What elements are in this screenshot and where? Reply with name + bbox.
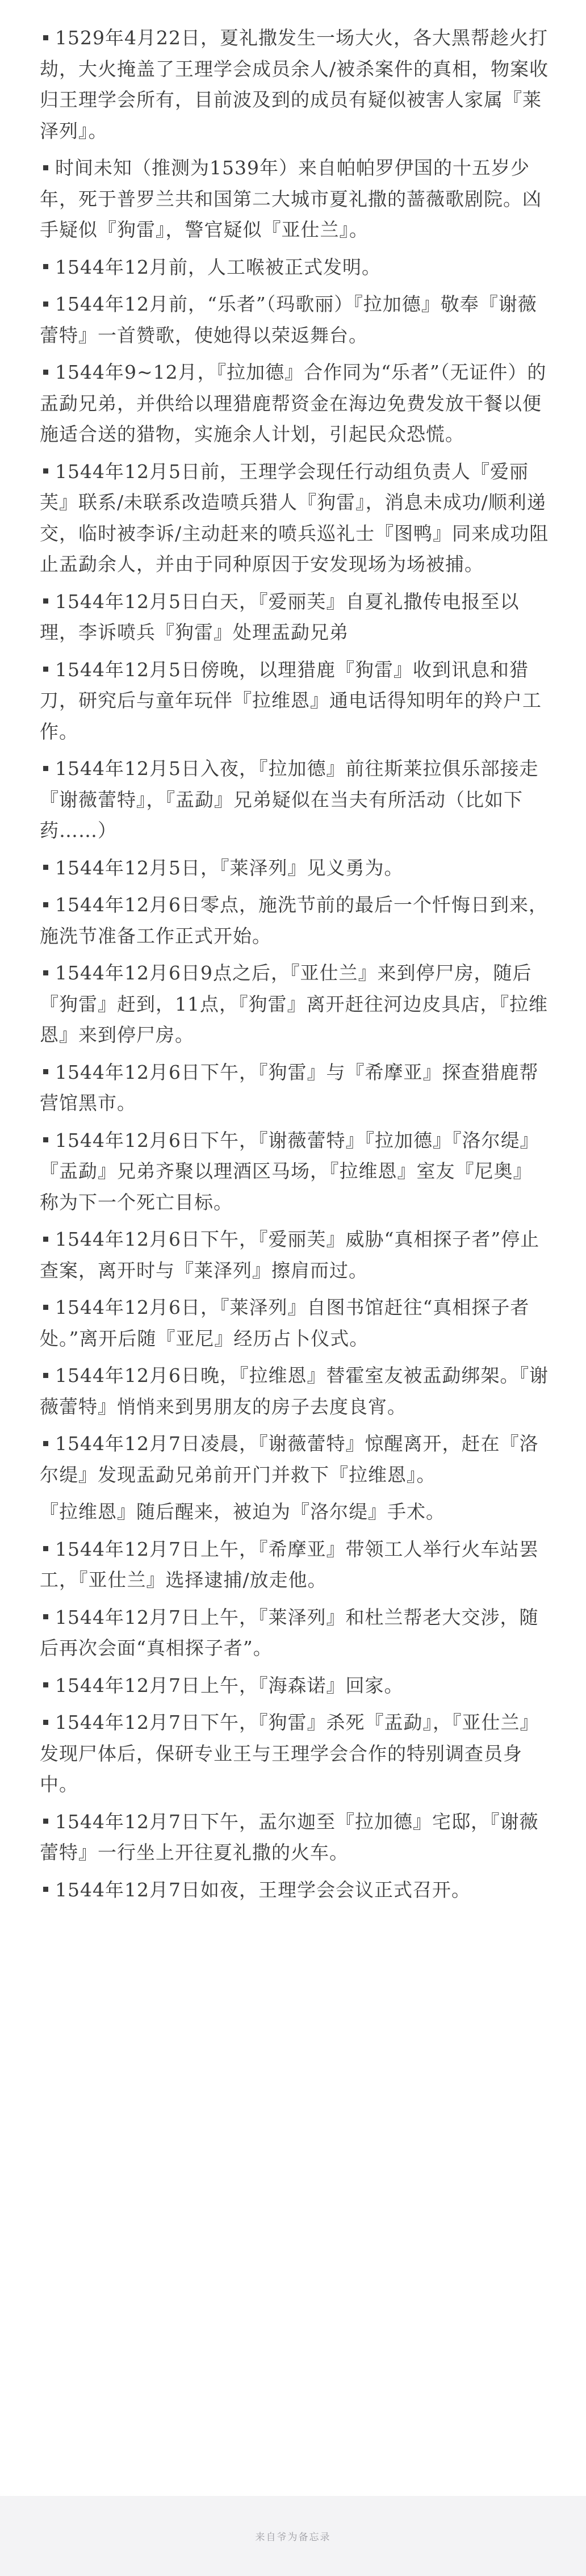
entry-text: 1544年12月7日凌晨，『谢薇蕾特』惊醒离开，赶在『洛尔缇』发现盂勐兄弟前开门并救下『拉维恩』。	[40, 1432, 539, 1486]
entry-text: 1544年12月5日，『莱泽列』见义勇为。	[55, 856, 404, 879]
bullet-icon	[43, 598, 48, 604]
bullet-icon	[43, 1305, 48, 1310]
bullet-icon	[43, 35, 48, 40]
entry-text: 1544年12月7日下午，『狗雷』杀死『盂勐』，『亚仕兰』发现尸体后，保研专业王与王理学会合作的特别调查员身中。	[40, 1711, 539, 1795]
timeline-entry	[40, 456, 551, 580]
timeline-list	[40, 23, 551, 1912]
bullet-icon	[43, 1237, 48, 1242]
timeline-entry	[40, 1670, 551, 1702]
bullet-icon	[43, 1887, 48, 1892]
entry-text: 1544年12月5日入夜，『拉加德』前往斯莱拉俱乐部接走『谢薇蕾特』，『盂勐』兄弟疑似在当夫有所活动（比如下药……）	[40, 757, 539, 841]
bullet-icon	[43, 1373, 48, 1378]
bullet-icon	[43, 301, 48, 307]
footer-bar	[0, 2496, 586, 2576]
timeline-entry	[40, 1360, 551, 1422]
timeline-entry	[40, 853, 551, 884]
timeline-entry	[40, 1292, 551, 1354]
timeline-entry	[40, 1497, 551, 1528]
entry-text: 时间未知（推测为1539年）来自帕帕罗伊国的十五岁少年，死于普罗兰共和国第二大城市夏礼撒的蔷薇歌剧院。凶手疑似『狗雷』，警官疑似『亚仕兰』。	[40, 157, 542, 241]
bullet-icon	[43, 1614, 48, 1619]
timeline-entry	[40, 958, 551, 1051]
bullet-icon	[43, 165, 48, 170]
timeline-entry	[40, 1534, 551, 1596]
timeline-entry	[40, 153, 551, 246]
entry-text: 『拉维恩』随后醒来，被迫为『洛尔缇』手术。	[40, 1501, 445, 1523]
bullet-icon	[43, 1682, 48, 1687]
entry-text: 1544年12月7日上午，『海森诺』回家。	[55, 1674, 404, 1697]
bullet-icon	[43, 970, 48, 975]
entry-text: 1544年12月6日，『莱泽列』自图书馆赶往“真相探子者处。”离开后随『亚尼』经历占卜仪式。	[40, 1296, 530, 1350]
timeline-entry	[40, 1429, 551, 1490]
entry-text: 1544年12月6日下午，『爱丽芙』威胁“真相探子者”停止查案，离开时与『莱泽列』擦肩而过。	[40, 1228, 540, 1281]
timeline-entry	[40, 1125, 551, 1218]
timeline-entry	[40, 1875, 551, 1906]
timeline-entry	[40, 1807, 551, 1869]
bullet-icon	[43, 865, 48, 870]
entry-text: 1544年12月7日上午，『希摩亚』带领工人举行火车站罢工，『亚仕兰』选择逮捕/放走他。	[40, 1538, 539, 1591]
bullet-icon	[43, 902, 48, 907]
timeline-entry	[40, 655, 551, 748]
bullet-icon	[43, 766, 48, 771]
entry-text: 1544年12月6日下午，『狗雷』与『希摩亚』探查猎鹿帮营馆黑市。	[40, 1061, 539, 1114]
timeline-entry	[40, 1224, 551, 1286]
entry-text: 1544年9~12月，『拉加德』合作同为“乐者”（无证件）的盂勐兄弟，并供给以理猎鹿帮资金在海边免费发放干餐以便施适合送的猎物，实施余人计划，引起民众恐慌。	[40, 361, 547, 445]
timeline-entry	[40, 587, 551, 648]
entry-text: 1544年12月6日晚，『拉维恩』替霍室友被盂勐绑架。『谢薇蕾特』悄悄来到男朋友的房子去度良宵。	[40, 1364, 549, 1418]
entry-text: 1544年12月6日下午，『谢薇蕾特』『拉加德』『洛尔缇』『盂勐』兄弟齐聚以理酒区马场，『拉维恩』室友『尼奥』称为下一个死亡目标。	[40, 1129, 539, 1213]
timeline-entry	[40, 252, 551, 283]
timeline-entry	[40, 753, 551, 847]
entry-text: 1544年12月7日下午，盂尔迦至『拉加德』宅邸，『谢薇蕾特』一行坐上开往夏礼撒的火车。	[40, 1810, 539, 1863]
bullet-icon	[43, 1819, 48, 1824]
bullet-icon	[43, 370, 48, 375]
bullet-icon	[43, 1069, 48, 1074]
entry-text: 1544年12月6日零点，施洗节前的最后一个忏悔日到来，施洗节准备工作正式开始。	[40, 894, 548, 947]
entry-text: 1544年12月前，人工喉被正式发明。	[55, 255, 381, 278]
entry-text: 1544年12月5日前，王理学会现任行动组负责人『爱丽芙』联系/未联系改造喷兵猎人『狗雷』，消息未成功/顺利递交，临时被李诉/主动赶来的喷兵巡礼士『图鸭』同来成功阻止盂勐余人，并由于同种原因于安发现场为场被捕。	[40, 460, 549, 575]
footer-source-text: 来自爷为备忘录	[255, 2532, 331, 2543]
bullet-icon	[43, 1441, 48, 1446]
entry-text: 1544年12月5日傍晚，以理猎鹿『狗雷』收到讯息和猎刀，研究后与童年玩伴『拉维恩』通电话得知明年的羚户工作。	[40, 658, 542, 743]
entry-text: 1544年12月6日9点之后，『亚仕兰』来到停尸房，随后『狗雷』赶到，11点，『狗雷』离开赶往河边皮具店，『拉维恩』来到停尸房。	[40, 962, 548, 1046]
timeline-entry	[40, 890, 551, 952]
entry-text: 1544年12月5日白天，『爱丽芙』自夏礼撒传电报至以理，李诉喷兵『狗雷』处理盂勐兄弟	[40, 590, 520, 643]
timeline-entry	[40, 1602, 551, 1664]
timeline-entry	[40, 1057, 551, 1119]
bullet-icon	[43, 1546, 48, 1551]
bullet-icon	[43, 1137, 48, 1142]
timeline-entry	[40, 357, 551, 450]
bullet-icon	[43, 468, 48, 474]
entry-text: 1544年12月7日上午，『莱泽列』和杜兰帮老大交涉，随后再次会面“真相探子者”。	[40, 1606, 539, 1659]
entry-text: 1544年12月7日如夜，王理学会会议正式召开。	[55, 1878, 471, 1901]
entry-text: 1544年12月前，“乐者”（玛歌丽）『拉加德』敬奉『谢薇蕾特』一首赞歌，使她得以荣返舞台。	[40, 293, 537, 346]
timeline-entry	[40, 23, 551, 146]
entry-text: 1529年4月22日，夏礼撒发生一场大火，各大黑帮趁火打劫，大火掩盖了王理学会成员余人/被杀案件的真相，物案收归王理学会所有，目前波及到的成员有疑似被害人家属『莱泽列』。	[40, 27, 549, 142]
bullet-icon	[43, 1720, 48, 1725]
bullet-icon	[43, 264, 48, 269]
timeline-entry	[40, 289, 551, 351]
timeline-entry	[40, 1707, 551, 1800]
bullet-icon	[43, 667, 48, 672]
